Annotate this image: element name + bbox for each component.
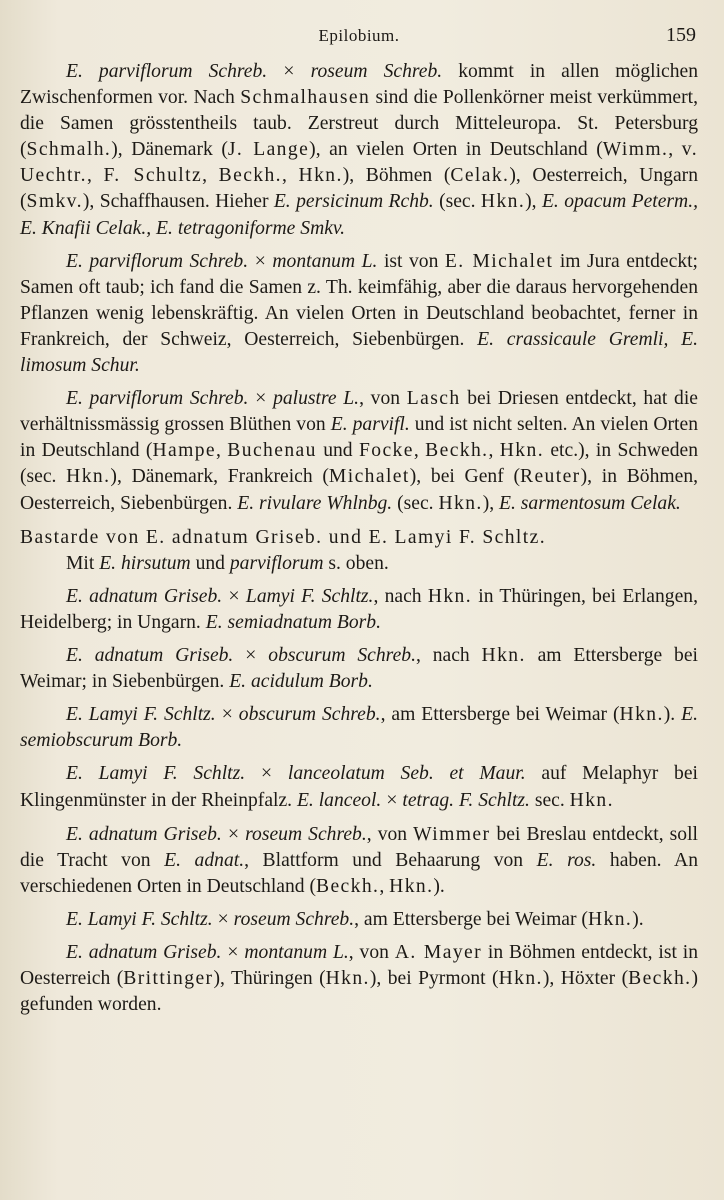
italic-text: E. adnatum Griseb. <box>66 941 228 963</box>
italic-text: roseum Schreb. <box>294 61 443 82</box>
italic-text: E. ros. <box>536 849 597 871</box>
text-run: etc.), in Schweden (sec. <box>20 440 699 488</box>
italic-text: tetrag. F. Schltz. <box>397 790 530 812</box>
italic-text: E. adnatum Griseb. <box>66 823 228 845</box>
paragraph <box>20 642 698 695</box>
text-run: kommt in allen möglichen Zwischenformen vor. Nach <box>20 61 698 109</box>
text-run: ). <box>663 704 682 726</box>
spaced-name: Hkn. <box>325 968 370 989</box>
text-run: bei Driesen entdeckt, hat die verhältnissmässig grossen Blüthen von <box>20 388 698 436</box>
paragraph <box>20 58 698 242</box>
text-run: , nach <box>373 585 428 607</box>
text-run: , <box>86 165 104 187</box>
spaced-name: Hkn. <box>389 875 434 897</box>
italic-text: E. parviflorum Schreb. <box>66 250 255 272</box>
spaced-name: J. Lange <box>227 139 310 161</box>
spaced-name: Hkn. <box>480 191 526 213</box>
spaced-name: Hkn. <box>587 908 633 930</box>
italic-text: E. persicinum Rchb. <box>273 191 434 213</box>
spaced-name: Brittinger <box>123 968 214 989</box>
italic-text: roseum Schreb. <box>239 823 367 845</box>
spaced-name: Hkn. <box>66 466 111 488</box>
text-run: ), Oesterreich, Ungarn ( <box>20 165 699 213</box>
hybrid-sign: × <box>283 60 295 82</box>
spaced-name: Hampe <box>152 440 217 462</box>
text-run: ) gefunden worden. <box>20 968 698 1016</box>
text-run: ). <box>632 908 644 930</box>
text-run: und ist nicht selten. An vielen Orten in Deutschland ( <box>20 414 698 462</box>
italic-text: E. lanceol. <box>296 790 387 812</box>
italic-text: E. semiadnatum Borb. <box>205 611 381 633</box>
italic-text: E. opacum Peterm., E. Knafii Celak., E. tetragoniforme Smkv. <box>20 191 698 239</box>
italic-text: E. semiobscurum Borb. <box>20 704 698 752</box>
hybrid-sign: × <box>254 249 266 272</box>
paragraph <box>20 760 698 814</box>
page-number: 159 <box>666 24 696 46</box>
text-run: , nach <box>415 644 482 666</box>
text-run: sec. <box>529 790 570 812</box>
text-run: ). <box>433 875 445 897</box>
text-run: ist von <box>377 250 445 272</box>
spaced-name: Wimmer <box>413 823 491 845</box>
paragraph <box>20 583 698 636</box>
paragraph <box>20 385 698 516</box>
spaced-name: Hkn. <box>498 968 543 989</box>
italic-text: E. adnatum Griseb. <box>66 644 246 666</box>
spaced-name: Reuter <box>519 466 581 488</box>
italic-text: montanum L. <box>238 941 349 963</box>
paragraph <box>20 906 698 933</box>
spaced-name: Hkn. <box>298 165 343 187</box>
paragraph <box>20 248 698 379</box>
text-run: ), bei Genf ( <box>409 466 520 488</box>
spaced-name: Wimm. <box>602 139 669 161</box>
text-run: in Böhmen entdeckt, ist in Oesterreich ( <box>20 941 699 989</box>
spaced-name: Hkn. <box>438 492 483 514</box>
italic-text: E. parviflorum Schreb. <box>66 388 256 410</box>
italic-text: E. rivulare Whlnbg. <box>237 492 393 514</box>
text-run: und <box>190 552 230 574</box>
text-run: ), <box>525 191 542 213</box>
text-run: im Jura entdeckt; Samen oft taub; ich fand die Samen z. Th. keimfähig, aber die daraus hervorgehenden Pflanzen wenig lebenskräftig. An vielen Orten in Deutschland beobachtet, ferner in Frankreich, der Schweiz, Oesterreich, Siebenbürgen. <box>20 250 699 350</box>
hybrid-sign: × <box>260 762 273 785</box>
text-run: ), Dänemark, Frankreich ( <box>110 466 329 488</box>
spaced-name: Smkv. <box>26 191 83 213</box>
text-run: , <box>413 440 426 462</box>
text-run: auf Melaphyr bei Klingenmünster in der Rheinpfalz. <box>20 763 698 812</box>
text-run: bei Breslau entdeckt, soll die Tracht von <box>20 823 698 871</box>
paragraph <box>20 525 698 551</box>
italic-text: E. adnatum Griseb. <box>66 585 229 607</box>
spaced-name: Hkn. <box>499 440 544 462</box>
italic-text: E. Lamyi F. Schltz. <box>66 704 222 726</box>
text-run: , <box>216 440 228 462</box>
spaced-name: Focke <box>358 440 414 462</box>
italic-text: E. crassicaule Gremli, E. limosum Schur. <box>20 328 698 377</box>
text-run: s. oben. <box>323 552 389 574</box>
hybrid-sign: × <box>221 703 233 726</box>
hybrid-sign: × <box>386 789 398 812</box>
running-title: Epilobium. <box>318 26 400 45</box>
italic-text: E. Lamyi F. Schltz. <box>66 763 261 785</box>
italic-text: E. hirsutum <box>99 552 191 574</box>
spaced-name: Hkn. <box>569 790 614 812</box>
italic-text: parviflorum <box>229 552 324 574</box>
text-run: ), <box>482 492 500 514</box>
italic-text: palustre L. <box>266 388 360 410</box>
text-run: am Ettersberge bei Weimar; in Siebenbürgen. <box>20 644 698 693</box>
text-run: , von <box>366 823 414 845</box>
hybrid-sign: × <box>227 822 240 845</box>
text-run: sind die Pollenkörner meist verkümmert, die Samen grösstentheils taub. Zerstreut durch Mitteleuropa. St. Petersburg ( <box>20 87 698 161</box>
spaced-name: Hkn. <box>427 585 473 607</box>
spaced-name: F. Schultz <box>103 165 203 187</box>
spaced-name: Hkn. <box>481 644 526 666</box>
spaced-name: Hkn. <box>619 704 664 726</box>
spaced-name: Beckh. <box>628 968 692 989</box>
spaced-name: Beckh. <box>315 875 380 897</box>
italic-text: roseum Schreb. <box>228 908 355 930</box>
body-text <box>20 58 698 1018</box>
spaced-name: Schmalhausen <box>240 87 371 109</box>
italic-text: E. parvifl. <box>330 414 410 436</box>
spaced-name: Beckh. <box>218 165 282 187</box>
italic-text: E. acidulum Borb. <box>229 671 373 693</box>
italic-text: E. adnat. <box>164 849 245 871</box>
italic-text: lanceolatum Seb. et Maur. <box>272 763 526 785</box>
italic-text: E. sarmentosum Celak. <box>499 492 681 514</box>
italic-text: obscurum Schreb. <box>232 704 381 726</box>
paragraph <box>20 821 698 900</box>
hybrid-sign: × <box>255 387 267 410</box>
spaced-name: Buchenau <box>227 440 317 462</box>
text-run: ), an vielen Orten in Deutschland ( <box>309 139 603 161</box>
text-run: haben. An verschiedenen Orten in Deutschland ( <box>20 849 699 897</box>
paragraph <box>20 939 698 1018</box>
paragraph <box>20 551 698 577</box>
hybrid-sign: × <box>217 907 229 930</box>
hybrid-sign: × <box>227 940 239 963</box>
spaced-name: v. Uechtr. <box>20 139 699 187</box>
spaced-name: A. Mayer <box>394 941 483 963</box>
spaced-name: Beckh. <box>425 440 489 462</box>
spaced-name: Lasch <box>406 388 461 410</box>
text-run: , <box>379 875 390 897</box>
text-run: , <box>668 139 682 161</box>
text-run: ), Höxter ( <box>542 968 629 989</box>
running-head <box>20 20 698 58</box>
text-run: ), Thüringen ( <box>213 968 326 989</box>
hybrid-sign: × <box>245 643 257 666</box>
text-run: , <box>202 165 219 187</box>
italic-text: E. parviflorum Schreb. <box>66 61 284 82</box>
spaced-name: Bastarde von E. adnatum Griseb. und E. Lamyi F. Schltz. <box>20 526 547 548</box>
spaced-name: Celak. <box>450 165 510 187</box>
spaced-name: E. Michalet <box>444 250 554 272</box>
spaced-name: Schmalh. <box>26 139 112 161</box>
spaced-name: Michalet <box>328 466 410 488</box>
text-run: , am Ettersberge bei Weimar ( <box>380 704 620 726</box>
text-run: in Thüringen, bei Erlangen, Heidelberg; in Ungarn. <box>20 585 698 633</box>
text-run: , von <box>348 941 395 963</box>
text-run: und <box>316 440 359 462</box>
text-run: ), Schaffhausen. Hieher <box>82 191 274 213</box>
italic-text: E. Lamyi F. Schltz. <box>66 908 218 930</box>
text-run: ), Böhmen ( <box>342 165 451 187</box>
italic-text: montanum L. <box>265 250 378 272</box>
text-run: ), Dänemark ( <box>111 139 228 161</box>
text-run: , <box>281 165 299 187</box>
text-run: , Blattform und Behaarung von <box>244 849 537 871</box>
text-run: , von <box>359 388 407 410</box>
italic-text: Lamyi F. Schltz. <box>239 585 374 607</box>
text-run: ), bei Pyrmont ( <box>369 968 499 989</box>
paragraph <box>20 701 698 754</box>
text-run: , am Ettersberge bei Weimar ( <box>354 908 588 930</box>
text-run: , <box>488 440 500 462</box>
text-run: (sec. <box>392 492 439 514</box>
text-run: Mit <box>66 552 100 574</box>
text-run: (sec. <box>433 191 481 213</box>
text-run: ), in Böhmen, Oesterreich, Siebenbürgen. <box>20 466 699 514</box>
italic-text: obscurum Schreb. <box>256 644 416 666</box>
hybrid-sign: × <box>228 584 240 607</box>
